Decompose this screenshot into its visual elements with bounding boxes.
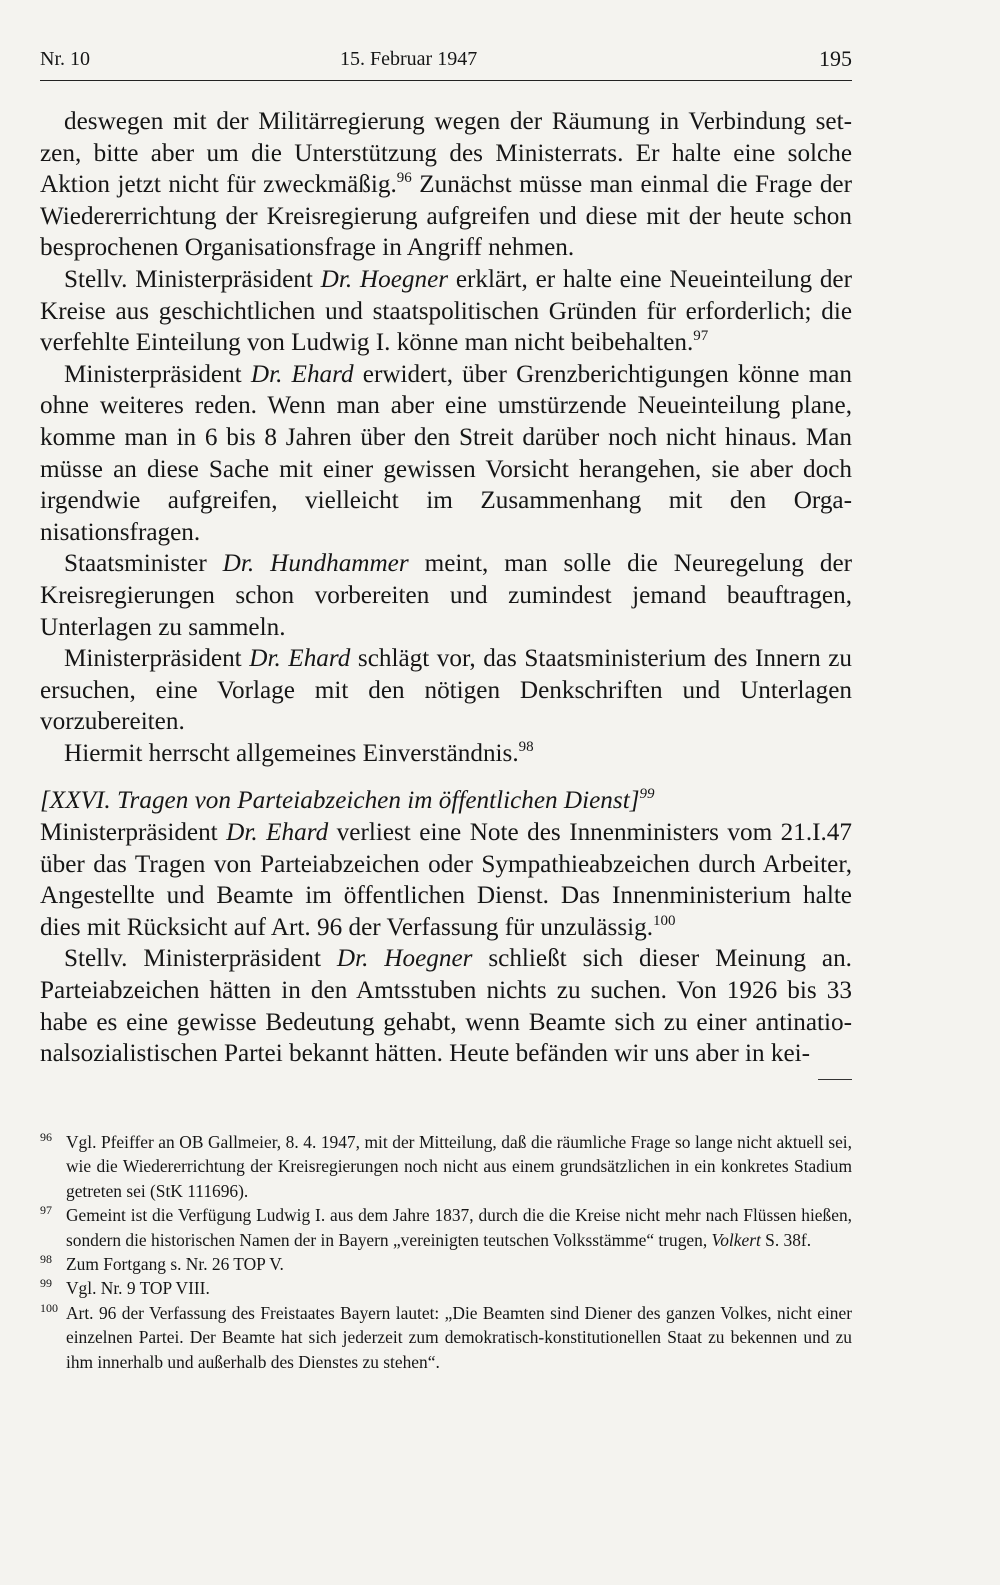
section-heading [40, 785, 852, 817]
text-run: erklärt, er halte eine Neueinteilung der Kreise aus geschichtlichen und staatspolitischen Gründen für erforderlich; die verfehlte Einteilung von Ludwig I. könne man nicht beibehalten. [40, 265, 852, 357]
paragraph [40, 548, 852, 643]
footnote-number: 100 [40, 1300, 58, 1315]
footnote [40, 1276, 852, 1300]
paragraph [40, 106, 852, 264]
footnote-number: 96 [40, 1130, 52, 1144]
text-run: Stellv. Ministerpräsident [64, 945, 337, 973]
paragraph [40, 643, 852, 738]
text-run: deswegen mit der Militärregierung wegen der Räumung in Verbindung setzen, bitte aber um die Unterstützung des Ministerrats. Er halte eine solche Aktion jetzt nicht für zweckmäßig. [40, 108, 852, 199]
footnote [40, 1130, 852, 1203]
footnote-reference: 100 [653, 912, 676, 929]
text-run: Ministerpräsident [64, 360, 251, 388]
footnote-reference: 99 [639, 786, 655, 803]
footnote-number: 97 [40, 1203, 52, 1218]
text-run: Vgl. Pfeiffer an OB Gallmeier, 8. 4. 1947, mit der Mitteilung, daß die räumliche Frage so lange nicht aktuell sei, wie die Wiedererrichtung der Kreisregierungen noch nicht aus einem grundsätzlichen in ein konkretes Stadium getreten sei (StK 111696). [66, 1132, 852, 1201]
text-run: Ministerpräsident [40, 819, 227, 847]
speaker-name: Volkert [711, 1229, 761, 1250]
footnote-reference: 97 [693, 328, 709, 345]
footnote-number: 99 [40, 1276, 52, 1291]
text-run: Gemeint ist die Verfügung Ludwig I. aus dem Jahre 1837, durch die die Kreise nicht mehr nach Flüssen hießen, sondern die historischen Namen der in Bayern „vereinigten teutschen Volksstämme“ trugen, [66, 1205, 852, 1250]
text-run: schließt sich dieser Meinung an. Parteiabzeichen hätten in den Amtsstuben nichts zu suchen. Von 1926 bis 33 habe es eine gewisse Bedeutung gehabt, wenn Beamte sich zu einer antinationalsozialistischen Partei bekannt hätten. Heute befänden wir uns aber in kei- [40, 945, 852, 1068]
footnote [40, 1301, 852, 1374]
page-number: 195 [819, 46, 852, 71]
text-run: Staatsminister [64, 550, 223, 578]
text-run: Zum Fortgang s. Nr. 26 TOP V. [66, 1254, 284, 1275]
speaker-name: Dr. Hoegner [320, 265, 449, 293]
paragraph [40, 943, 852, 1069]
text-run: Hiermit herrscht allgemeines Einverständnis. [64, 739, 519, 767]
footnote-separator [818, 1079, 852, 1080]
paragraph [40, 359, 852, 549]
speaker-name: Dr. Ehard [250, 360, 354, 388]
footnote-reference: 96 [396, 170, 412, 187]
speaker-name: Dr. Hundhammer [222, 550, 409, 578]
text-run: Stellv. Ministerpräsident [64, 265, 321, 293]
text-run: schlägt vor, das Staatsministerium des Innern zu ersuchen, eine Vorlage mit den nötigen Denkschriften und Unterlagen vorzubereiten. [40, 645, 853, 736]
footnote [40, 1252, 852, 1276]
paragraph [40, 264, 852, 359]
footnotes [40, 1130, 852, 1374]
footnote-number: 98 [40, 1252, 52, 1267]
text-run: erwidert, über Grenzberichtigungen könne man ohne weiteres reden. Wenn man aber eine umstürzende Neueinteilung plane, komme man in 6 bis 8 Jahren über den Streit darüber noch nicht hinaus. Man müsse an diese Sache mit einer gewissen Vorsicht herangehen, sie aber doch irgendwie aufgreifen, vielleicht im Zusammenhang mit den Organisationsfragen. [40, 360, 852, 546]
speaker-name: Dr. Hoegner [336, 945, 473, 973]
speaker-name: Dr. Ehard [226, 819, 329, 847]
running-header [40, 44, 852, 81]
paragraph [40, 738, 852, 770]
text-run: Ministerpräsident [64, 645, 250, 673]
paragraph [40, 817, 852, 943]
footnote [40, 1203, 852, 1252]
text-run: S. 38f. [760, 1229, 812, 1250]
session-date: 15. Februar 1947 [340, 48, 478, 70]
main-text [40, 106, 852, 1070]
speaker-name: Dr. Ehard [249, 645, 351, 673]
text-run: [XXVI. Tragen von Parteiabzeichen im öffentlichen Dienst] [40, 787, 640, 815]
footnote-reference: 98 [518, 738, 534, 755]
text-run: Vgl. Nr. 9 TOP VIII. [66, 1278, 210, 1299]
document-number: Nr. 10 [40, 48, 90, 70]
text-run: meint, man solle die Neuregelung der Kreisregierungen schon vorbereiten und zumindest jemand beauftragen, Unterlagen zu sammeln. [40, 550, 853, 641]
text-run: Zunächst müsse man einmal die Frage der Wiedererrichtung der Kreisregierung aufgreifen und diese mit der heute schon besprochenen Organisationsfrage in Angriff nehmen. [40, 171, 852, 262]
text-run: Art. 96 der Verfassung des Freistaates Bayern lautet: „Die Beamten sind Diener des ganzen Volkes, nicht einer einzelnen Partei. Der Beamte hat sich jederzeit zum demokratisch-konstitutionellen Staat zu bekennen und zu ihm innerhalb und außerhalb des Dienstes zu stehen“. [66, 1302, 852, 1372]
text-run: verliest eine Note des Innenministers vom 21.I.47 über das Tragen von Parteiabzeichen oder Sympathieabzeichen durch Arbeiter, Angestellte und Beamte im öffentlichen Dienst. Das Innenministerium halte dies mit Rücksicht auf Art. 96 der Verfassung für unzulässig. [40, 819, 852, 941]
